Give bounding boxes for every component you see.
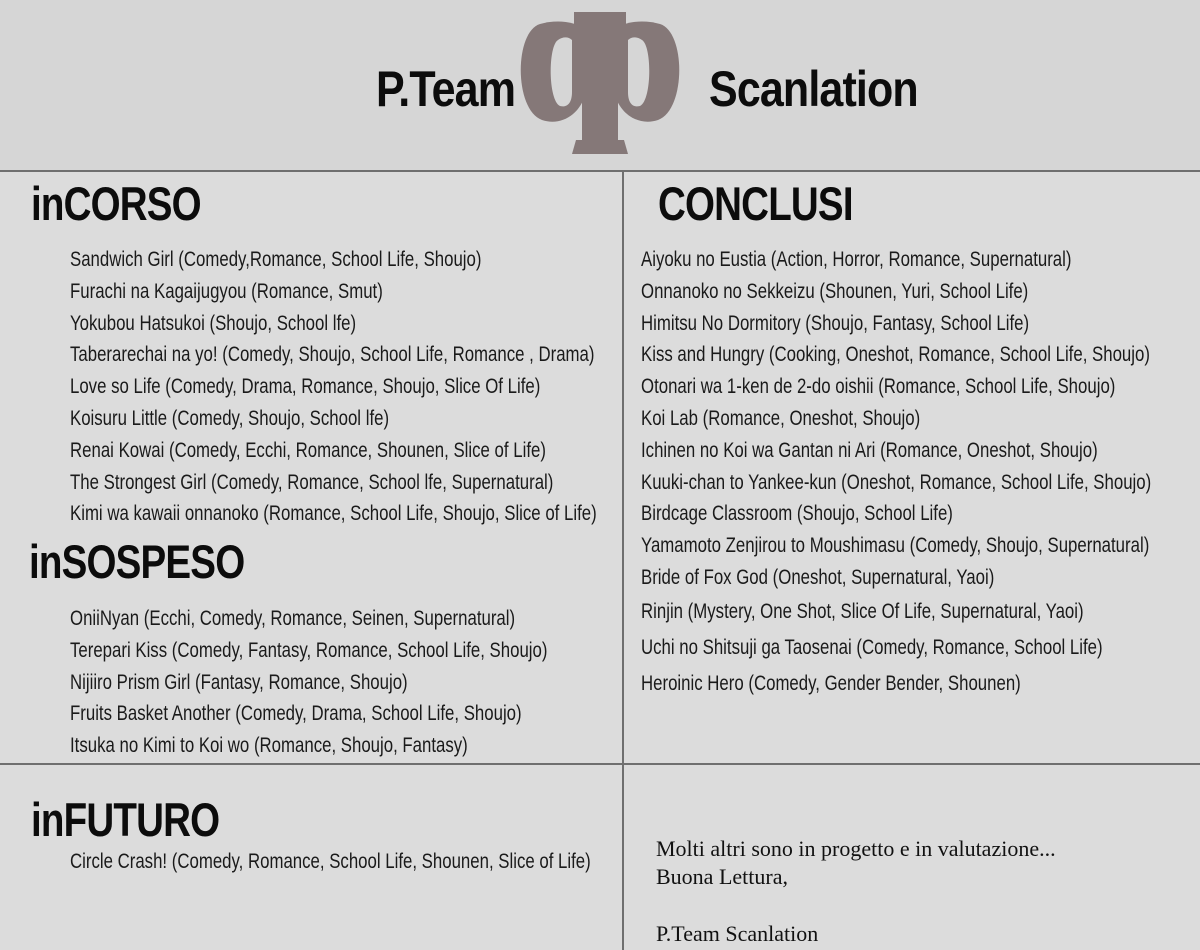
list-item: Furachi na Kagaijugyou (Romance, Smut) bbox=[70, 279, 383, 303]
list-item: Heroinic Hero (Comedy, Gender Bender, Shounen) bbox=[641, 671, 1021, 695]
list-item: Sandwich Girl (Comedy,Romance, School Life, Shoujo) bbox=[70, 248, 482, 271]
brand-name-left: P.Team bbox=[376, 61, 516, 117]
conclusi-list bbox=[641, 244, 1200, 702]
list-item: Terepari Kiss (Comedy, Fantasy, Romance, School Life, Shoujo) bbox=[70, 638, 548, 662]
in-corso-list bbox=[70, 244, 728, 530]
list-item: Bride of Fox God (Oneshot, Supernatural, Yaoi) bbox=[641, 565, 995, 589]
list-item: Koisuru Little (Comedy, Shoujo, School lfe) bbox=[70, 406, 390, 430]
list-item: Kiss and Hungry (Cooking, Oneshot, Romance, School Life, Shoujo) bbox=[641, 343, 1150, 367]
list-item: Fruits Basket Another (Comedy, Drama, School Life, Shoujo) bbox=[70, 702, 522, 726]
list-item: Himitsu No Dormitory (Shoujo, Fantasy, School Life) bbox=[641, 311, 1030, 335]
section-title-in-futuro: inFUTURO bbox=[31, 793, 220, 846]
closing-signature: P.Team Scanlation bbox=[656, 921, 819, 946]
in-sospeso-list bbox=[70, 603, 667, 762]
list-item: Yokubou Hatsukoi (Shoujo, School lfe) bbox=[70, 311, 357, 335]
section-title-conclusi: CONCLUSI bbox=[658, 177, 853, 230]
list-item: The Strongest Girl (Comedy, Romance, School lfe, Supernatural) bbox=[70, 470, 554, 494]
list-item: Onnanoko no Sekkeizu (Shounen, Yuri, School Life) bbox=[641, 279, 1029, 303]
phi-logo-icon bbox=[520, 12, 680, 158]
list-item: Itsuka no Kimi to Koi wo (Romance, Shoujo, Fantasy) bbox=[70, 734, 468, 758]
list-item: Otonari wa 1-ken de 2-do oishii (Romance, School Life, Shoujo) bbox=[641, 375, 1116, 399]
closing-greeting: Buona Lettura, bbox=[656, 864, 788, 889]
section-title-in-corso: inCORSO bbox=[31, 177, 201, 230]
brand-name-right: Scanlation bbox=[709, 61, 918, 117]
in-futuro-list bbox=[70, 846, 721, 878]
header-banner bbox=[0, 0, 1200, 172]
list-item: Ichinen no Koi wa Gantan ni Ari (Romance, Oneshot, Shoujo) bbox=[641, 438, 1098, 462]
list-item: Kuuki-chan to Yankee-kun (Oneshot, Romance, School Life, Shoujo) bbox=[641, 470, 1152, 494]
list-item: Koi Lab (Romance, Oneshot, Shoujo) bbox=[641, 406, 921, 430]
list-item: Kimi wa kawaii onnanoko (Romance, School Life, Shoujo, Slice of Life) bbox=[70, 502, 597, 526]
list-item: Rinjin (Mystery, One Shot, Slice Of Life, Supernatural, Yaoi) bbox=[641, 599, 1084, 623]
list-item: Circle Crash! (Comedy, Romance, School Life, Shounen, Slice of Life) bbox=[70, 850, 591, 873]
closing-line: Molti altri sono in progetto e in valutazione... bbox=[656, 836, 1056, 861]
list-item: Nijiiro Prism Girl (Fantasy, Romance, Shoujo) bbox=[70, 670, 408, 694]
list-item: Love so Life (Comedy, Drama, Romance, Shoujo, Slice Of Life) bbox=[70, 375, 541, 399]
list-item: Taberarechai na yo! (Comedy, Shoujo, School Life, Romance , Drama) bbox=[70, 343, 595, 367]
list-item: Birdcage Classroom (Shoujo, School Life) bbox=[641, 502, 953, 526]
section-title-in-sospeso: inSOSPESO bbox=[29, 535, 245, 588]
list-item: Uchi no Shitsuji ga Taosenai (Comedy, Romance, School Life) bbox=[641, 635, 1103, 659]
row-divider bbox=[0, 763, 1200, 765]
list-item: Yamamoto Zenjirou to Moushimasu (Comedy, Shoujo, Supernatural) bbox=[641, 534, 1150, 558]
closing-message bbox=[656, 835, 1056, 948]
list-item: Renai Kowai (Comedy, Ecchi, Romance, Shounen, Slice of Life) bbox=[70, 438, 546, 462]
list-item: Aiyoku no Eustia (Action, Horror, Romance, Supernatural) bbox=[641, 248, 1072, 271]
list-item: OniiNyan (Ecchi, Comedy, Romance, Seinen, Supernatural) bbox=[70, 607, 516, 630]
